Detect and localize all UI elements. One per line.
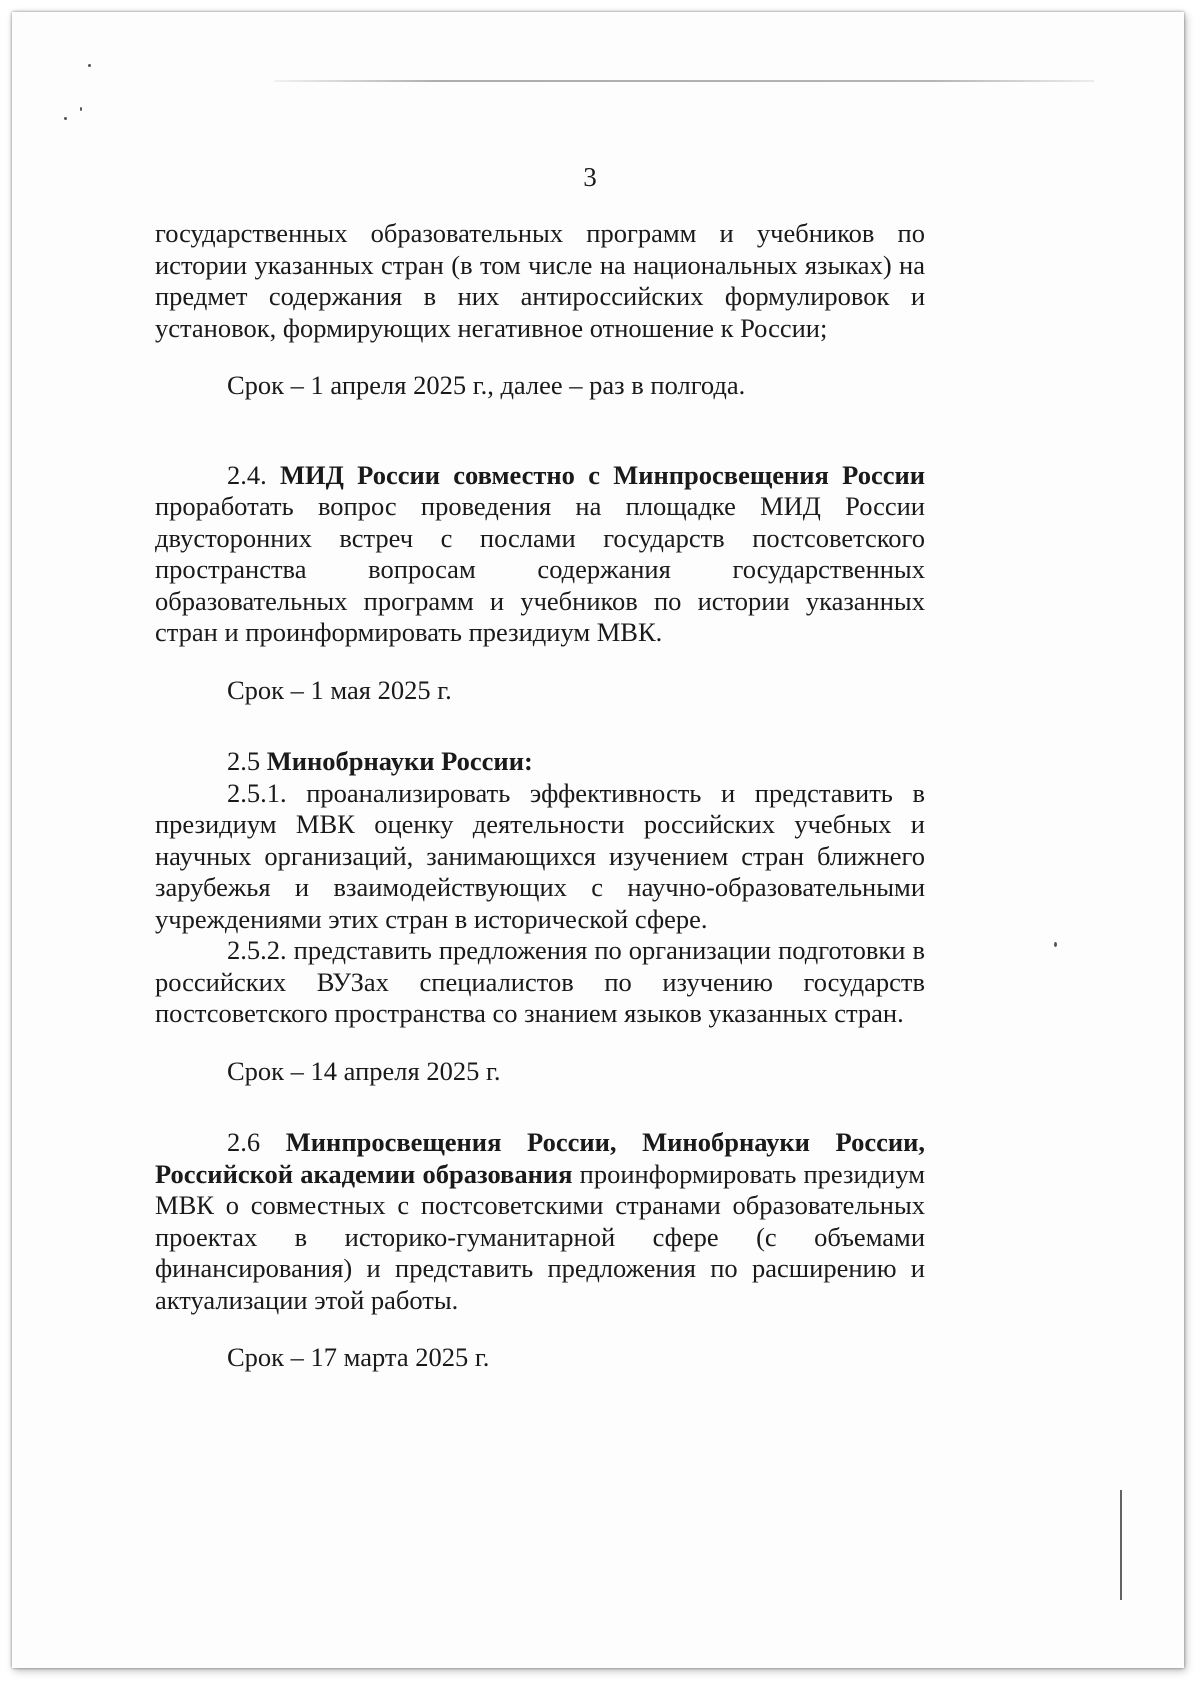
item-2-5	[155, 746, 925, 778]
document-body	[155, 218, 925, 1374]
item-2-6	[155, 1127, 925, 1316]
scan-speck	[1054, 942, 1057, 947]
item-number: 2.4.	[227, 459, 267, 490]
scan-margin-mark	[1120, 1490, 1122, 1600]
document-page	[12, 12, 1184, 1668]
item-2-4	[155, 460, 925, 649]
deadline-2-5: Срок – 14 апреля 2025 г.	[227, 1055, 501, 1086]
responsible-bodies: Минпросвещения России, Минобрнауки России, Российской академии образования	[155, 1127, 925, 1189]
scan-speck	[88, 64, 91, 67]
item-number: 2.6	[227, 1127, 261, 1157]
page-number: 3	[583, 162, 597, 192]
item-text: проработать вопрос проведения на площадке МИД России двусторонних встреч с послами государств постсоветского пространства вопросам содержания государственных образовательных программ и учебников по истории указанных стран и проинформировать президиум МВК.	[155, 491, 925, 647]
item-2-5-2: 2.5.2. представить предложения по организации подготовки в российских ВУЗах специалистов по изучению государств постсоветского пространства со знанием языков указанных стран.	[155, 935, 925, 1028]
intro-paragraph: государственных образовательных программ и учебников по истории указанных стран (в том числе на национальных языках) на предмет содержания в них антироссийских формулировок и установок, формирующих негативное отношение к России;	[155, 218, 925, 343]
item-text: проинформировать президиум МВК о совместных с постсоветскими странами образовательных проектах в историко-гуманитарной сфере (с объемами финансирования) и представить предложения по расширению и актуализации этой работы.	[155, 1158, 926, 1315]
responsible-bodies: Минобрнауки России:	[266, 746, 533, 776]
deadline-intro: Срок – 1 апреля 2025 г., далее – раз в полгода.	[227, 370, 746, 400]
item-number: 2.5	[227, 746, 261, 776]
scan-speck	[80, 107, 82, 111]
deadline-2-4: Срок – 1 мая 2025 г.	[227, 674, 452, 705]
deadline-2-6: Срок – 17 марта 2025 г.	[227, 1342, 490, 1372]
item-2-5-1: 2.5.1. проанализировать эффективность и представить в президиум МВК оценку деятельности российских учебных и научных организаций, занимающихся изучением стран ближнего зарубежья и взаимодействующих с научно-образовательными учреждениями этих стран в исторической сфере.	[155, 777, 925, 934]
scan-speck	[64, 117, 67, 120]
responsible-bodies: МИД России совместно с Минпросвещения России	[280, 459, 925, 490]
scan-top-line	[274, 80, 1094, 82]
